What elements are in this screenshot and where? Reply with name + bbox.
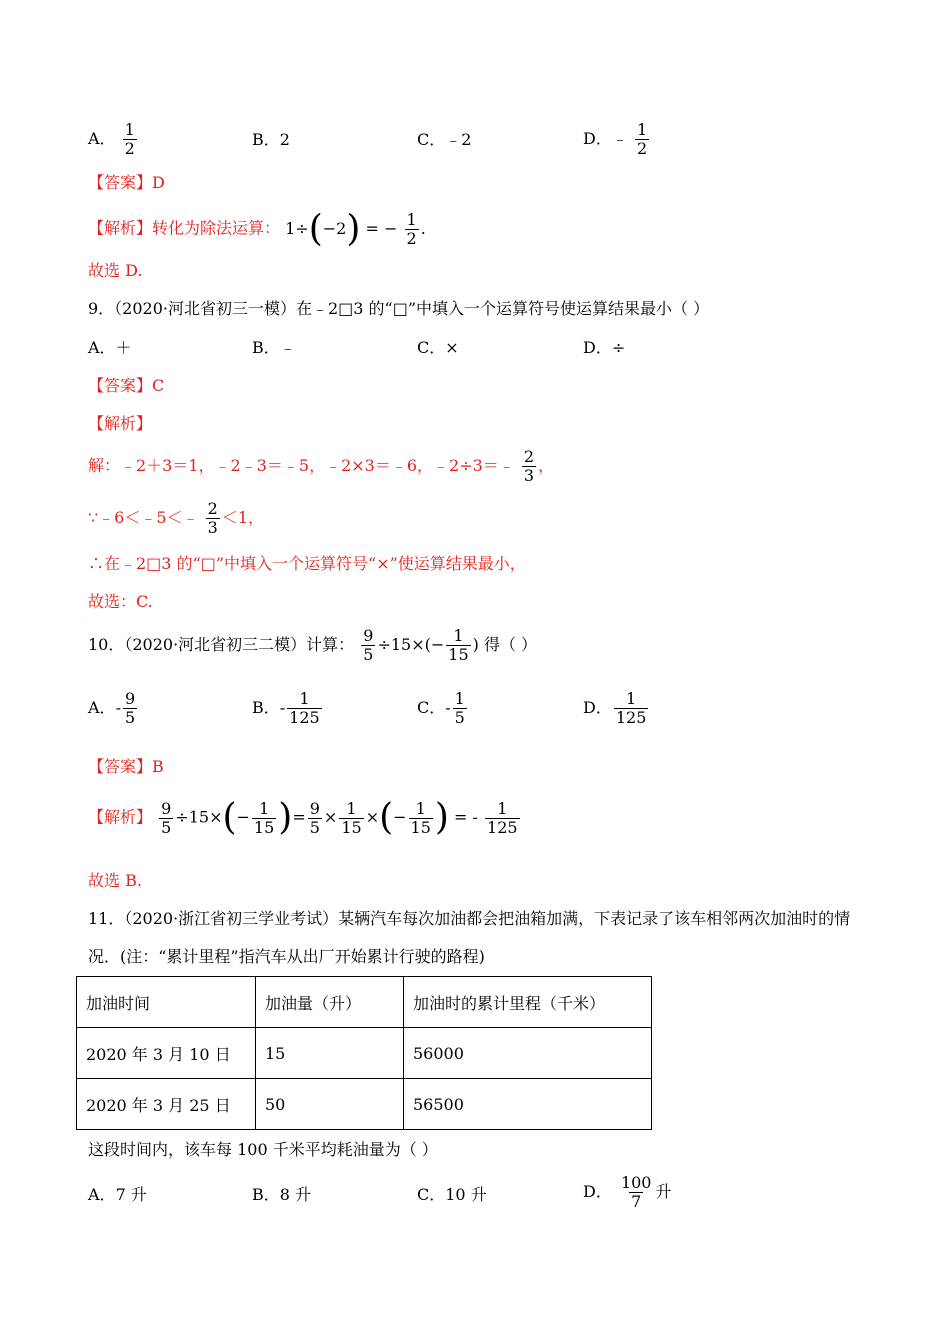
q9-option-a: A．＋ [88, 338, 132, 357]
fraction [123, 121, 137, 158]
q8-answer [88, 173, 165, 193]
numerator: 1 [626, 689, 637, 708]
q10-option-d [583, 690, 650, 727]
table-cell: 2020 年 3 月 25 日 [77, 1079, 256, 1130]
expr-operator: ÷15× [175, 807, 223, 827]
option-sign: - [115, 698, 121, 717]
fraction [446, 627, 470, 664]
q10-option-a [88, 690, 139, 727]
analysis-label: 【解析】 [88, 807, 153, 827]
analysis-label: 【解析】 [88, 218, 153, 238]
option-sign: ﹣ [611, 129, 628, 148]
numerator: 1 [299, 689, 310, 708]
stem-text: 10．（2020·河北省初三二模）计算： [88, 635, 355, 654]
answer-value: C [152, 376, 165, 395]
solution-text: 解：﹣2＋3＝1，﹣2﹣3＝﹣5，﹣2×3＝﹣6，﹣2÷3＝﹣ [88, 456, 515, 475]
table-header-row [77, 977, 652, 1028]
fraction [287, 690, 322, 727]
solution-end: ， [538, 456, 555, 475]
fraction [522, 448, 536, 485]
q11-question: 这段时间内，该车每 100 千米平均耗油量为（ ） [88, 1140, 438, 1159]
expr-equals: = − [365, 218, 398, 238]
denominator: 5 [124, 708, 136, 727]
q10-answer [88, 757, 164, 777]
fraction [453, 690, 467, 727]
option-letter: A． [88, 129, 116, 148]
q11-stem-line2: 况．(注：“累计里程”指汽车从出厂开始累计行驶的路程) [88, 947, 485, 966]
q11-option-a [88, 1185, 147, 1205]
denominator: 125 [289, 708, 320, 727]
table-cell: 50 [256, 1079, 404, 1130]
fraction [206, 500, 220, 537]
numerator: 1 [415, 798, 426, 818]
q11-option-d [583, 1174, 672, 1211]
numerator: 9 [161, 798, 172, 818]
q9-option-d: D．÷ [583, 338, 626, 357]
math-expression [285, 208, 426, 249]
option-text: 7 升 [115, 1185, 147, 1204]
q9-answer [88, 376, 164, 396]
q8-analysis [88, 209, 426, 249]
denominator: 3 [523, 466, 535, 485]
table-header-cell: 加油时的累计里程（千米） [404, 977, 652, 1028]
q11-option-c [417, 1185, 487, 1205]
option-letter: D． [583, 698, 612, 717]
denominator: 2 [406, 228, 417, 248]
denominator: 5 [161, 817, 172, 837]
q11-option-b [252, 1185, 311, 1205]
fraction [339, 800, 363, 837]
q9-solution-line1 [88, 448, 554, 485]
fraction [405, 211, 419, 248]
solution-end: ＜1， [221, 508, 265, 527]
denominator: 5 [363, 645, 374, 664]
numerator: 1 [259, 798, 270, 818]
numerator: 9 [363, 626, 374, 645]
q8-option-a [88, 121, 139, 158]
q9-option-b: B．﹣ [252, 338, 296, 357]
fraction [159, 800, 173, 837]
expr-inner: −2 [322, 218, 347, 238]
left-paren: ( [379, 797, 394, 838]
option-letter: D． [583, 129, 612, 148]
table-cell: 2020 年 3 月 10 日 [77, 1028, 256, 1079]
expr-equals: = - [454, 807, 478, 827]
numerator: 1 [453, 626, 464, 645]
stem-suffix: ) 得（ ） [472, 635, 538, 654]
q8-option-b [252, 130, 290, 150]
table-header-cell: 加油时间 [77, 977, 256, 1028]
q10-conclusion: 故选 B. [88, 871, 142, 890]
table-cell: 56000 [404, 1028, 652, 1079]
numerator: 9 [124, 689, 136, 708]
denominator: 7 [631, 1192, 642, 1211]
fraction [485, 800, 520, 837]
q9-conclusion: 故选：C. [88, 592, 153, 611]
table-cell: 15 [256, 1028, 404, 1079]
numerator: 100 [620, 1173, 652, 1192]
answer-label: 【答案】 [88, 757, 153, 776]
expr-end: . [420, 218, 426, 238]
option-letter: C． [417, 130, 446, 149]
denominator: 125 [487, 817, 518, 837]
option-unit: 升 [655, 1182, 672, 1201]
q9-analysis-label: 【解析】 [88, 414, 153, 433]
solution-text: ∵﹣6＜﹣5＜﹣ [88, 508, 199, 527]
table-row [77, 1028, 652, 1079]
q10-stem [88, 627, 537, 664]
option-letter: B． [252, 698, 280, 717]
fraction [361, 627, 375, 664]
option-letter: D． [583, 1182, 612, 1201]
q10-option-b [252, 690, 324, 727]
q9-solution-line3: ∴在﹣2□3 的“□”中填入一个运算符号“×”使运算结果最小， [88, 554, 526, 573]
expr-part: 1÷ [285, 218, 309, 238]
option-letter: B． [252, 130, 280, 149]
option-letter: A． [88, 1185, 116, 1204]
expr-minus: − [393, 807, 407, 827]
fraction [252, 800, 276, 837]
q10-option-c [417, 690, 469, 727]
numerator: 9 [309, 798, 320, 818]
table-header-cell: 加油量（升） [256, 977, 404, 1028]
numerator: 1 [346, 798, 357, 818]
stem-operator: ÷15×(− [377, 635, 445, 654]
answer-value: B [152, 757, 164, 776]
numerator: 1 [124, 120, 135, 139]
analysis-text: 转化为除法运算： [152, 218, 281, 238]
fraction [635, 121, 649, 158]
answer-label: 【答案】 [88, 376, 153, 395]
option-letter: C． [417, 1185, 446, 1204]
option-text: ﹣2 [445, 130, 472, 149]
denominator: 5 [454, 708, 465, 727]
numerator: 1 [497, 798, 508, 818]
option-sign: - [279, 698, 286, 717]
q9-stem: 9．（2020·河北省初三一模）在﹣2□3 的“□”中填入一个运算符号使运算结果最小（ ） [88, 299, 710, 318]
denominator: 125 [615, 708, 647, 727]
expr-equals: = [292, 807, 306, 827]
q8-conclusion: 故选 D. [88, 261, 143, 280]
fraction [409, 800, 433, 837]
q9-option-c: C．× [417, 338, 459, 357]
option-text: 2 [279, 130, 290, 149]
denominator: 2 [636, 139, 648, 158]
table-cell: 56500 [404, 1079, 652, 1130]
option-letter: A． [88, 698, 116, 717]
expr-times: × [323, 807, 338, 827]
q10-analysis [88, 798, 522, 838]
numerator: 1 [406, 209, 417, 229]
fraction [614, 690, 649, 727]
answer-label: 【答案】 [88, 173, 153, 192]
left-paren: ( [222, 797, 237, 838]
q8-option-d [583, 121, 651, 158]
right-paren: ) [278, 797, 293, 838]
numerator: 2 [207, 499, 218, 518]
numerator: 2 [523, 447, 535, 466]
option-letter: B． [252, 1185, 280, 1204]
expr-minus: − [236, 807, 250, 827]
expr-times: × [365, 807, 380, 827]
option-text: 10 升 [445, 1185, 487, 1204]
denominator: 15 [253, 817, 275, 837]
q11-stem-line1: 11．（2020·浙江省初三学业考试）某辆汽车每次加油都会把油箱加满，下表记录了该车相邻两次加油时的情 [88, 909, 851, 928]
fraction [123, 690, 137, 727]
denominator: 15 [341, 817, 362, 837]
q8-option-c [417, 130, 471, 150]
denominator: 5 [309, 817, 320, 837]
right-paren: ) [346, 208, 361, 249]
right-paren: ) [434, 797, 449, 838]
denominator: 15 [410, 817, 431, 837]
denominator: 3 [207, 518, 218, 537]
q9-solution-line2 [88, 500, 264, 537]
left-paren: ( [308, 208, 323, 249]
fuel-table [76, 976, 652, 1130]
table-row [77, 1079, 652, 1130]
option-text: 8 升 [279, 1185, 312, 1204]
fraction [619, 1174, 654, 1211]
option-sign: - [445, 698, 451, 717]
fraction [308, 800, 322, 837]
numerator: 1 [636, 120, 648, 139]
numerator: 1 [454, 689, 465, 708]
answer-value: D [152, 173, 165, 192]
option-letter: C． [417, 698, 446, 717]
denominator: 2 [124, 139, 135, 158]
denominator: 15 [448, 645, 469, 664]
